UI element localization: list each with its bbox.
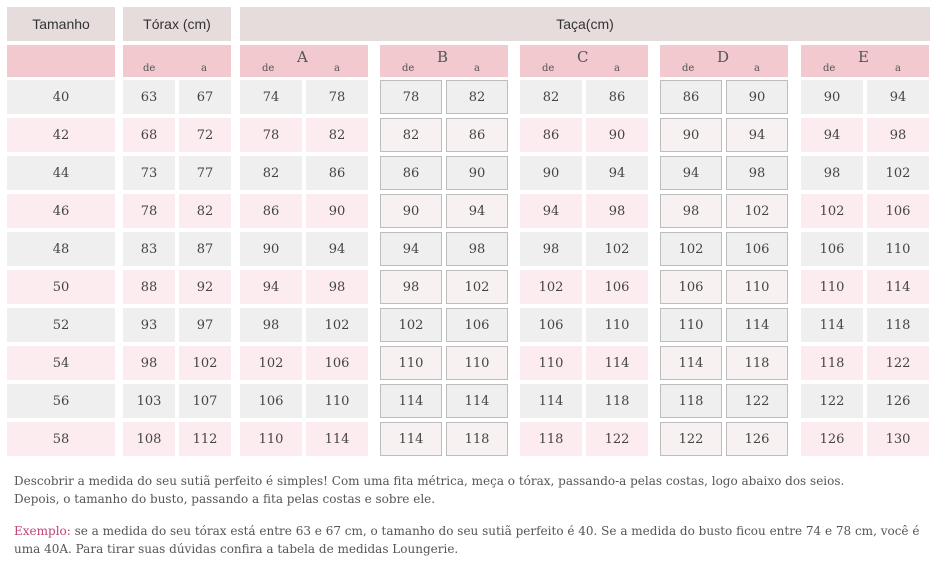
row-46-torax-a: 82 [179,194,231,228]
row-44-cup-c-a: 94 [586,156,648,190]
row-58-cup-e-de: 126 [801,422,863,456]
row-46-cup-a-a: 90 [306,194,368,228]
row-40-cup-a-de: 74 [240,80,302,114]
row-42-cup-b-a: 86 [446,118,508,152]
row-size-48: 48 [7,232,115,266]
row-42-cup-c-de: 86 [520,118,582,152]
row-56-cup-d-de: 118 [660,384,722,418]
row-42-cup-a-a: 82 [306,118,368,152]
row-size-50: 50 [7,270,115,304]
row-52-cup-b-de: 102 [380,308,442,342]
row-50-cup-d-a: 110 [726,270,788,304]
row-56-cup-d-a: 122 [726,384,788,418]
row-48-cup-b-a: 98 [446,232,508,266]
row-52-cup-b-a: 106 [446,308,508,342]
row-52-cup-d-de: 110 [660,308,722,342]
tamanho-subheader [7,45,115,77]
tamanho-header: Tamanho [7,7,115,41]
row-56-cup-a-de: 106 [240,384,302,418]
row-56-cup-c-de: 114 [520,384,582,418]
instructions-line-2: Depois, o tamanho do busto, passando a fita pelas costas e sobre ele. [14,492,436,506]
row-size-42: 42 [7,118,115,152]
row-58-cup-a-a: 114 [306,422,368,456]
row-40-cup-e-a: 94 [867,80,929,114]
row-40-torax-a: 67 [179,80,231,114]
row-52-cup-a-a: 102 [306,308,368,342]
row-58-cup-a-de: 110 [240,422,302,456]
row-50-cup-c-a: 106 [586,270,648,304]
row-46-cup-d-de: 98 [660,194,722,228]
row-46-cup-a-de: 86 [240,194,302,228]
cup-e-letter: E [858,48,869,66]
row-48-cup-c-a: 102 [586,232,648,266]
row-50-cup-e-a: 114 [867,270,929,304]
row-size-58: 58 [7,422,115,456]
row-40-torax-de: 63 [123,80,175,114]
row-46-torax-de: 78 [123,194,175,228]
row-42-cup-e-de: 94 [801,118,863,152]
row-58-cup-e-a: 130 [867,422,929,456]
row-48-cup-a-a: 94 [306,232,368,266]
example-label: Exemplo: [14,524,71,538]
taca-header: Taça(cm) [240,7,930,41]
row-44-cup-b-a: 90 [446,156,508,190]
row-44-cup-d-de: 94 [660,156,722,190]
cup-a-de-label: de [262,63,275,74]
row-48-cup-c-de: 98 [520,232,582,266]
row-42-cup-a-de: 78 [240,118,302,152]
row-46-cup-e-de: 102 [801,194,863,228]
row-44-cup-d-a: 98 [726,156,788,190]
row-40-cup-d-a: 90 [726,80,788,114]
row-52-cup-a-de: 98 [240,308,302,342]
row-44-cup-b-de: 86 [380,156,442,190]
row-58-cup-c-a: 122 [586,422,648,456]
row-54-cup-b-de: 110 [380,346,442,380]
row-44-cup-c-de: 90 [520,156,582,190]
row-58-cup-b-a: 118 [446,422,508,456]
row-54-cup-e-de: 118 [801,346,863,380]
row-54-cup-a-de: 102 [240,346,302,380]
row-54-cup-d-de: 114 [660,346,722,380]
torax-de-label: de [143,63,156,74]
row-46-cup-b-de: 90 [380,194,442,228]
row-58-cup-d-de: 122 [660,422,722,456]
row-58-cup-d-a: 126 [726,422,788,456]
row-52-cup-d-a: 114 [726,308,788,342]
torax-subheader [123,45,231,77]
row-42-cup-b-de: 82 [380,118,442,152]
row-44-cup-a-a: 86 [306,156,368,190]
torax-a-label: a [201,63,207,74]
row-48-cup-d-a: 106 [726,232,788,266]
row-56-torax-a: 107 [179,384,231,418]
row-46-cup-c-a: 98 [586,194,648,228]
row-48-cup-e-de: 106 [801,232,863,266]
row-40-cup-e-de: 90 [801,80,863,114]
row-50-cup-b-a: 102 [446,270,508,304]
cup-b-de-label: de [402,63,415,74]
row-48-cup-b-de: 94 [380,232,442,266]
row-50-cup-b-de: 98 [380,270,442,304]
row-52-cup-c-de: 106 [520,308,582,342]
row-58-cup-c-de: 118 [520,422,582,456]
row-42-cup-d-a: 94 [726,118,788,152]
row-44-torax-a: 77 [179,156,231,190]
cup-b-a-label: a [474,63,480,74]
row-size-40: 40 [7,80,115,114]
row-54-cup-b-a: 110 [446,346,508,380]
row-size-46: 46 [7,194,115,228]
row-48-cup-e-a: 110 [867,232,929,266]
row-54-torax-a: 102 [179,346,231,380]
example-text: se a medida do seu tórax está entre 63 e 67 cm, o tamanho do seu sutiã perfeito é 40. Se a medida do busto ficou entre 74 e 78 cm, você é uma 40A. Para tirar suas dúvidas confira a tabela de medidas Loungerie. [14,524,920,556]
row-40-cup-b-de: 78 [380,80,442,114]
row-42-cup-e-a: 98 [867,118,929,152]
instructions-line-1: Descobrir a medida do seu sutiã perfeito é simples! Com uma fita métrica, meça o tórax, passando-a pelas costas, logo abaixo dos seios. [14,474,845,488]
cup-e-a-label: a [895,63,901,74]
cup-c-a-label: a [614,63,620,74]
row-42-torax-a: 72 [179,118,231,152]
row-40-cup-c-de: 82 [520,80,582,114]
row-56-cup-a-a: 110 [306,384,368,418]
row-54-cup-a-a: 106 [306,346,368,380]
row-56-cup-b-a: 114 [446,384,508,418]
row-54-cup-c-a: 114 [586,346,648,380]
row-54-cup-e-a: 122 [867,346,929,380]
row-42-cup-c-a: 90 [586,118,648,152]
row-52-cup-e-de: 114 [801,308,863,342]
cup-c-letter: C [577,48,589,66]
row-46-cup-b-a: 94 [446,194,508,228]
row-46-cup-e-a: 106 [867,194,929,228]
row-58-torax-de: 108 [123,422,175,456]
row-54-cup-d-a: 118 [726,346,788,380]
row-50-cup-e-de: 110 [801,270,863,304]
cup-d-a-label: a [754,63,760,74]
row-40-cup-a-a: 78 [306,80,368,114]
row-56-torax-de: 103 [123,384,175,418]
row-50-cup-c-de: 102 [520,270,582,304]
row-56-cup-e-de: 122 [801,384,863,418]
row-58-cup-b-de: 114 [380,422,442,456]
row-size-52: 52 [7,308,115,342]
cup-b-letter: B [437,48,449,66]
cup-d-de-label: de [682,63,695,74]
row-50-torax-a: 92 [179,270,231,304]
row-48-cup-d-de: 102 [660,232,722,266]
row-44-cup-e-de: 98 [801,156,863,190]
cup-c-de-label: de [542,63,555,74]
row-50-cup-d-de: 106 [660,270,722,304]
row-40-cup-d-de: 86 [660,80,722,114]
row-46-cup-d-a: 102 [726,194,788,228]
row-46-cup-c-de: 94 [520,194,582,228]
row-54-torax-de: 98 [123,346,175,380]
row-48-torax-a: 87 [179,232,231,266]
row-52-cup-e-a: 118 [867,308,929,342]
row-42-cup-d-de: 90 [660,118,722,152]
torax-header: Tórax (cm) [123,7,231,41]
row-44-cup-a-de: 82 [240,156,302,190]
row-size-44: 44 [7,156,115,190]
row-40-cup-c-a: 86 [586,80,648,114]
row-52-torax-de: 93 [123,308,175,342]
row-52-cup-c-a: 110 [586,308,648,342]
row-44-cup-e-a: 102 [867,156,929,190]
row-42-torax-de: 68 [123,118,175,152]
cup-a-a-label: a [334,63,340,74]
row-58-torax-a: 112 [179,422,231,456]
cup-d-letter: D [717,48,730,66]
cup-a-letter: A [297,48,308,66]
row-50-torax-de: 88 [123,270,175,304]
cup-e-de-label: de [823,63,836,74]
row-56-cup-c-a: 118 [586,384,648,418]
row-48-torax-de: 83 [123,232,175,266]
row-44-torax-de: 73 [123,156,175,190]
example-paragraph [14,522,924,558]
row-50-cup-a-de: 94 [240,270,302,304]
row-size-56: 56 [7,384,115,418]
row-size-54: 54 [7,346,115,380]
row-56-cup-b-de: 114 [380,384,442,418]
row-48-cup-a-de: 90 [240,232,302,266]
row-56-cup-e-a: 126 [867,384,929,418]
row-52-torax-a: 97 [179,308,231,342]
row-40-cup-b-a: 82 [446,80,508,114]
instructions-paragraph [14,472,924,508]
row-54-cup-c-de: 110 [520,346,582,380]
row-50-cup-a-a: 98 [306,270,368,304]
